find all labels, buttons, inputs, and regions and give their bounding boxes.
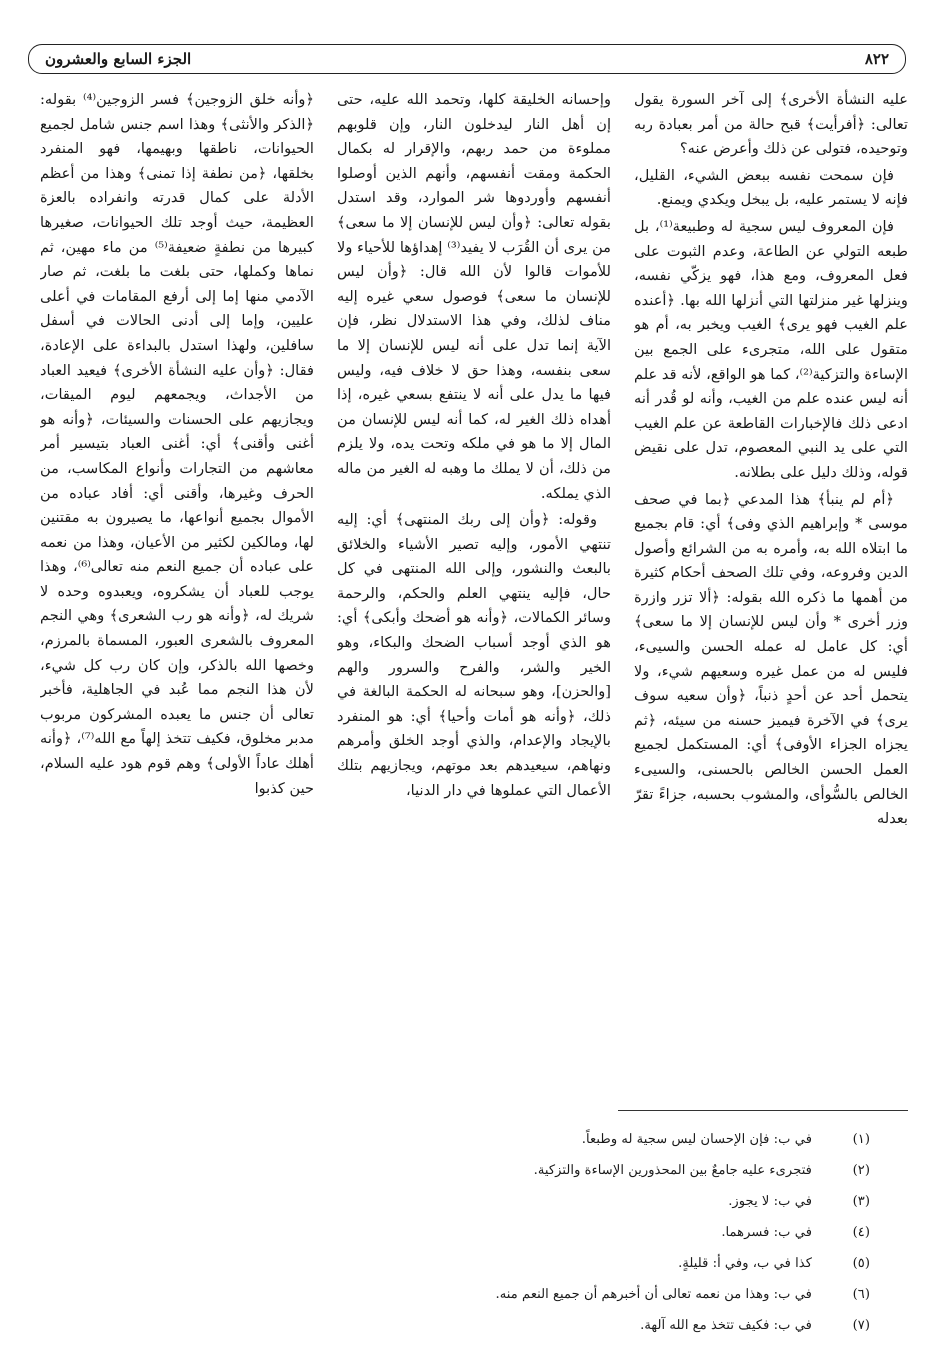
paragraph: فإن المعروف ليس سجية له وطبيعة⁽¹⁾، بل طبعه التولي عن الطاعة، وعدم الثبوت على فعل المعروف، ومع هذا، فهو يزكّي نفسه، وينزلها غير منزلتها التي أنزلها الله بها. ﴿أعنده علم الغيب فهو يرى﴾ الغيب ويخبر به، أم هو متقول على الله، متجرىء على الجمع بين الإساءة والتزكية⁽²⁾، كما هو الواقع، لأنه قد علم أنه ليس عنده علم من الغيب، وأنه لو قُدر أنه ادعى ذلك فالإخبارات القاطعة عن علم الغيب التي على يد النبي المعصوم، تدل على نقيض قوله، وذلك دليل على بطلانه. <box>634 217 908 481</box>
paragraph: فإن سمحت نفسه ببعض الشيء، القليل، فإنه لا يستمر عليه، بل يبخل ويكدي ويمنع. <box>634 166 908 209</box>
footnote-number: (٤) <box>852 1225 870 1240</box>
paragraph: ﴿وأنه خلق الزوجين﴾ فسر الزوجين⁽⁴⁾ بقوله: ﴿الذكر والأنثى﴾ وهذا اسم جنس شامل لجميع الحيوانات، ناطقها وبهيمها، فهو المنفرد بخلقها، ﴿من نطفة إذا تمنى﴾ وهذا من أعظم الأدلة على كمال قدرته وانفراده بالعزة العظيمة، حيث أوجد تلك الحيوانات، صغيرها كبيرها من نطفةٍ ضعيفة⁽⁵⁾ من ماء مهين، ثم نماها وكملها، حتى بلغت ما بلغت، ثم صار الآدمي منها إما إلى أرفع المقامات في أعلى عليين، وإما إلى أدنى الحالات في أسفل سافلين، ولهذا استدل بالبداءة على الإعادة، فقال: ﴿وأن عليه النشأة الأخرى﴾ فيعيد العباد من الأجداث، ويجمعهم ليوم الميقات، ويجازيهم على الحسنات والسيئات، ﴿وأنه هو أغنى وأقنى﴾ أي: أغنى العباد بتيسير أمر معاشهم من التجارات وأنواع المكاسب، من الحرف وغيرها، وأقنى أي: أفاد عباده من الأموال بجميع أنواعها، ما يصيرون به مقتنين لها، ومالكين لكثير من الأعيان، وهذا من نعمه على عباده أن جميع النعم منه تعالى⁽⁶⁾، وهذا يوجب للعباد أن يشكروه، ويعبدوه وحده لا شريك له، ﴿وأنه هو رب الشعرى﴾ وهي النجم المعروف بالشعرى العبور، المسماة بالمرزم، وخصها الله بالذكر، وإن كان رب كل شيء، لأن هذا النجم مما عُبد في الجاهلية، فأخبر تعالى أن جنس ما يعبده المشركون مربوب مدبر مخلوق، فكيف تتخذ إلهاً مع الله⁽⁷⁾، ﴿وأنه أهلك عاداً الأولى﴾ وهم قوم هود عليه السلام، حين كذبوا <box>40 91 314 797</box>
footnote-number: (٥) <box>852 1256 870 1271</box>
footnote-separator <box>618 1110 908 1111</box>
footnote <box>60 1155 870 1186</box>
footnote-text: في ب: وهذا من نعمه تعالى أن أخبرهم أن جميع النعم منه. <box>495 1287 812 1302</box>
paragraph: عليه النشأة الأخرى﴾ إلى آخر السورة يقول تعالى: ﴿أفرأيت﴾ قبح حالة من أمر بعبادة ربه وتوحيده، فتولى عن ذلك وأعرض عنه؟ <box>634 91 908 158</box>
footnote-number: (٧) <box>852 1318 870 1333</box>
footnote-number: (٦) <box>852 1287 870 1302</box>
paragraph: ﴿أم لم ينبأ﴾ هذا المدعي ﴿بما في صحف موسى * وإبراهيم الذي وفى﴾ أي: قام بجميع ما ابتلاه الله به، وأمره به من الشرائع وأصول الدين وفروعه، وفي تلك الصحف أحكام كثيرة من أهمها ما ذكره الله بقوله: ﴿ألا تزر وازرة وزر أخرى * وأن ليس للإنسان إلا ما سعى﴾ أي: كل عامل له عمله الحسن والسيىء، فليس له من عمل غيره وسعيهم شيء، ولا يتحمل أحد عن أحدٍ ذنباً، ﴿وأن سعيه سوف يرى﴾ في الآخرة فيميز حسنه من سيئه، ﴿ثم يجزاه الجزاء الأوفى﴾ أي: المستكمل لجميع العمل الحسن الخالص بالحسنى، والسيىء الخالص بالسُّوأى، والمشوب بحسبه، جزاءً تقرّ بعدله <box>634 490 908 828</box>
footnote-text: فتجرىء عليه جامعٌ بين المحذورين الإساءة والتزكية. <box>533 1163 812 1178</box>
footnote-text: في ب: فسرهما. <box>721 1225 812 1240</box>
column-middle <box>337 88 611 1104</box>
footnote-number: (٣) <box>852 1194 870 1209</box>
footnote-text: في ب: لا يجوز. <box>728 1194 812 1209</box>
footnote <box>60 1217 870 1248</box>
footnote-text: في ب: فكيف تتخذ مع الله آلهة. <box>640 1318 812 1333</box>
page-number: ٨٢٢ <box>864 50 889 68</box>
paragraph: وقوله: ﴿وأن إلى ربك المنتهى﴾ أي: إليه تنتهي الأمور، وإليه تصير الأشياء والخلائق بالبعث والنشور، وإلى الله المنتهى في كل حال، فإليه ينتهي العلم والحكم، والرحمة وسائر الكمالات، ﴿وأنه هو أضحك وأبكى﴾ أي: هو الذي أوجد أسباب الضحك والبكاء، وهو الخير والشر، والفرح والسرور والهم [والحزن]، وهو سبحانه له الحكمة البالغة في ذلك، ﴿وأنه هو أمات وأحيا﴾ أي: هو المنفرد بالإيجاد والإعدام، والذي أوجد الخلق وأمرهم ونهاهم، سيعيدهم بعد موتهم، ويجازيهم بتلك الأعمال التي عملوها في دار الدنيا، <box>337 511 611 799</box>
running-header <box>28 44 906 74</box>
header-title: الجزء السابع والعشرون <box>45 50 192 68</box>
footnote-number: (٢) <box>852 1163 870 1178</box>
footnote <box>60 1248 870 1279</box>
footnote <box>60 1124 870 1155</box>
footnote-text: كذا في ب، وفي أ: قليلةٍ. <box>678 1256 812 1271</box>
column-right <box>634 88 908 1104</box>
footnote-text: في ب: فإن الإحسان ليس سجية له وطبعاً. <box>581 1132 812 1147</box>
footnote <box>60 1186 870 1217</box>
footnotes <box>60 1124 870 1341</box>
column-left <box>40 88 314 1104</box>
footnote <box>60 1310 870 1341</box>
footnote-number: (١) <box>852 1132 870 1147</box>
footnote <box>60 1279 870 1310</box>
paragraph: وإحسانه الخليقة كلها، وتحمد الله عليه، حتى إن أهل النار ليدخلون النار، وإن قلوبهم مملوءة من حمد ربهم، والإقرار له بكمال الحكمة ومقت أنفسهم، وأنهم الذين أوصلوا أنفسهم وأوردوها شر الموارد، وقد استدل بقوله تعالى: ﴿وأن ليس للإنسان إلا ما سعى﴾ من يرى أن القُرَب لا يفيد⁽³⁾ إهداؤها للأحياء ولا للأموات قالوا لأن الله قال: ﴿وأن ليس للإنسان ما سعى﴾ فوصول سعي غيره إليه مناف لذلك، وفي هذا الاستدلال نظر، فإن الآية إنما تدل على أنه ليس للإنسان إلا ما سعى بنفسه، وهذا حق لا خلاف فيه، وليس فيها ما يدل على أنه لا ينتفع بسعي غيره، إذا أهداه ذلك الغير له، كما أنه ليس للإنسان من المال إلا ما هو في ملكه وتحت يده، ولا يلزم من ذلك، أن لا يملك ما وهبه له الغير من ماله الذي يملكه. <box>337 91 611 502</box>
text-columns <box>40 88 908 1104</box>
